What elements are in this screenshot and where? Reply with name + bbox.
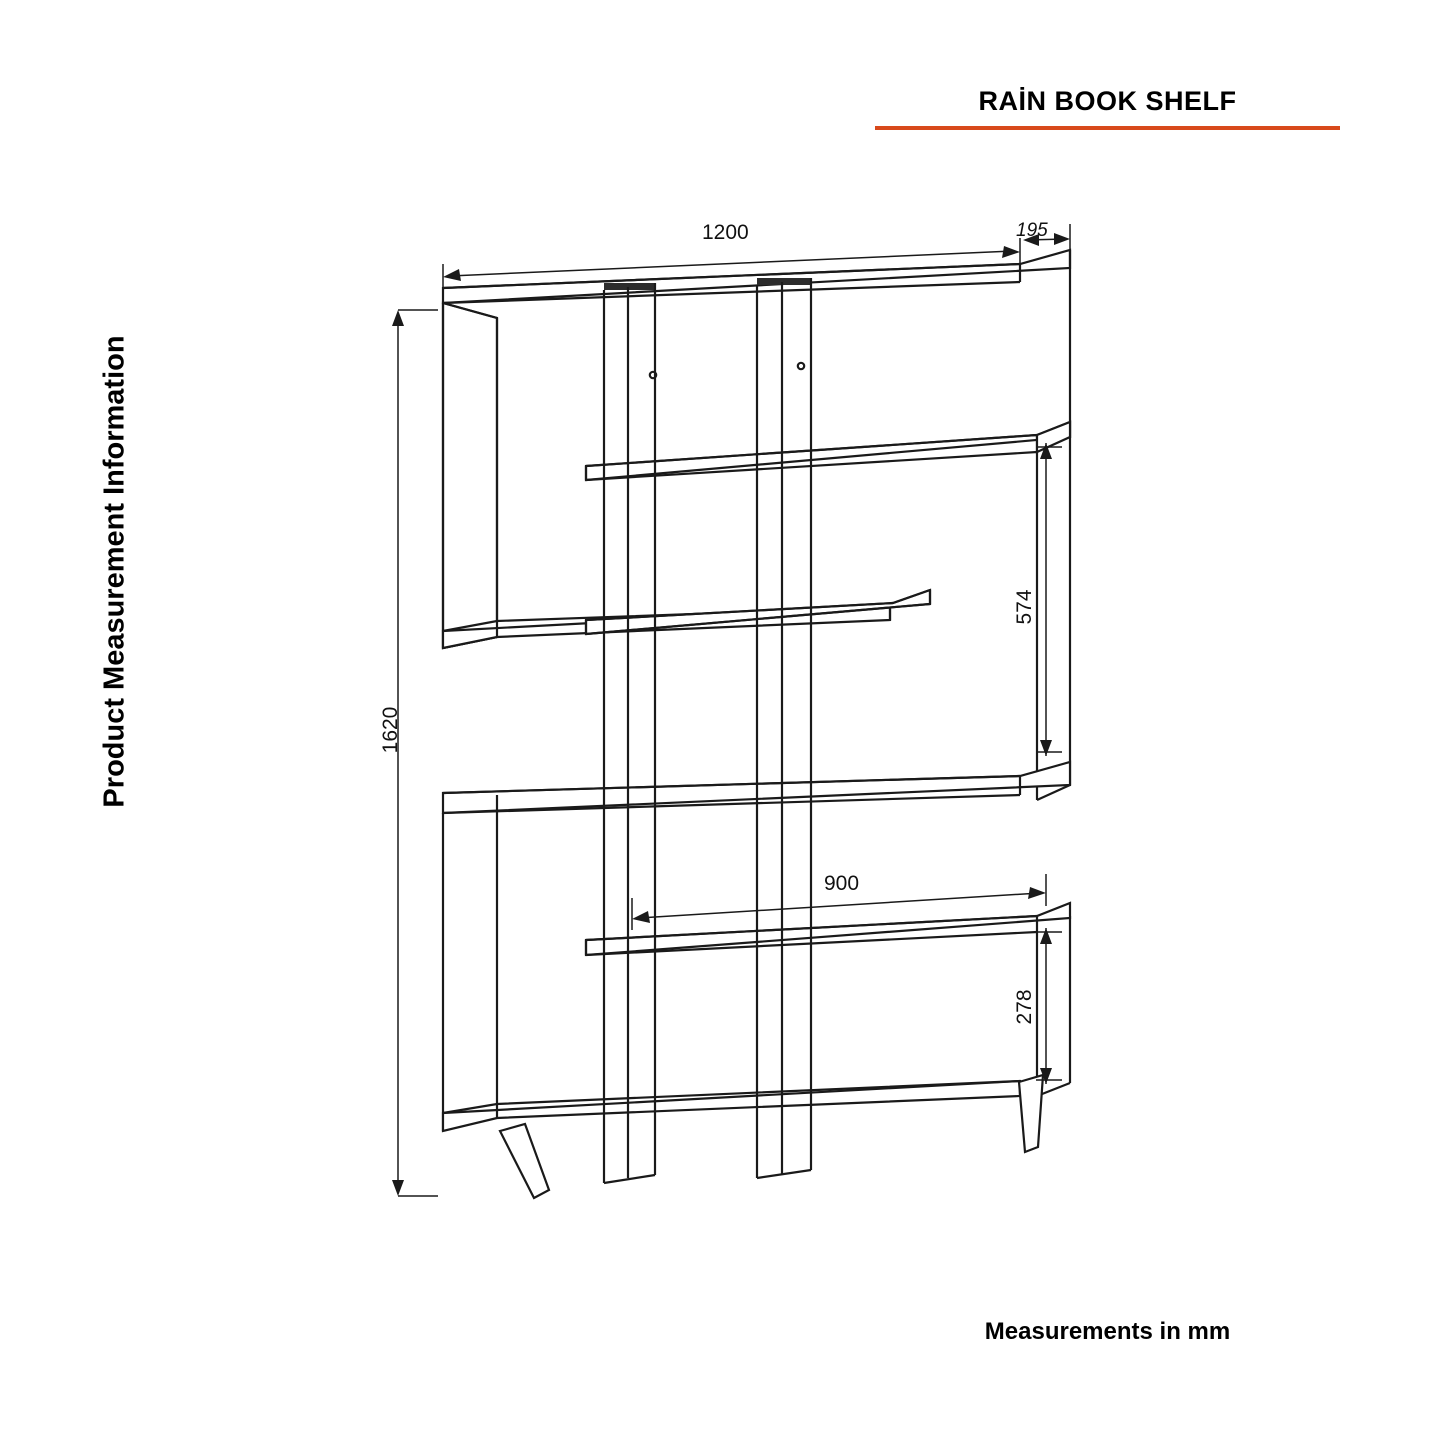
dimension-label-gap-lower: 278 xyxy=(1013,989,1036,1025)
dimension-label-gap-upper: 574 xyxy=(1013,589,1036,625)
measurement-unit-note: Measurements in mm xyxy=(984,1318,1231,1345)
page-title: RAİN BOOK SHELF xyxy=(978,86,1237,116)
dimension-label-height-total: 1620 xyxy=(379,706,402,754)
dimension-label-depth-top: 195 xyxy=(1016,220,1048,241)
dimension-label-shelf-width: 900 xyxy=(824,872,860,895)
dimension-label-width-top: 1200 xyxy=(702,221,749,244)
side-caption: Product Measurement Information xyxy=(98,335,131,808)
